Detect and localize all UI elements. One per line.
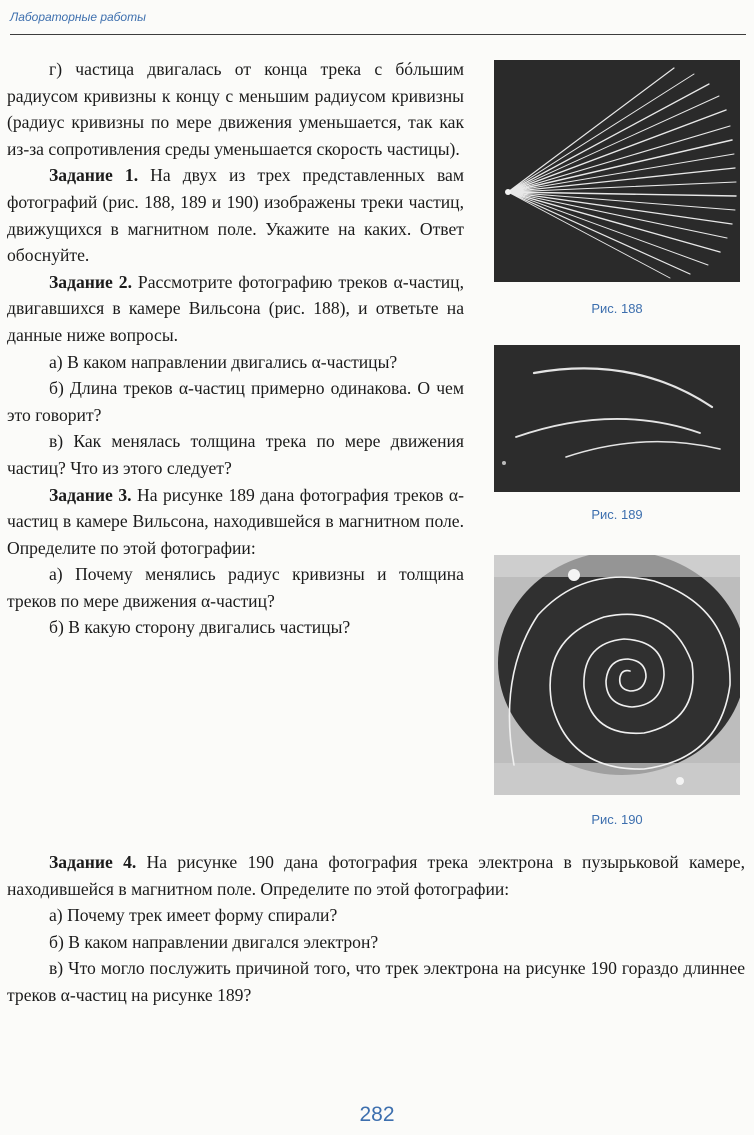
figure-188-photo xyxy=(494,60,740,282)
task-2-label: Задание 2. xyxy=(49,271,132,292)
task-4-text: На рисунке 190 дана фотография трека электрона в пузырьковой камере, находившейся в магнитном поле. Определите по этой фотографии: xyxy=(7,852,745,899)
task-3-text: На рисунке 189 дана фотография треков α-частиц в камере Вильсона, находившейся в магнитном поле. Определите по этой фотографии: xyxy=(7,484,464,558)
task-4-question-b: б) В каком направлении двигался электрон? xyxy=(49,931,379,952)
task-2-question-c: в) Как менялась толщина трека по мере движения частиц? Что из этого следует? xyxy=(7,431,464,478)
main-text-column xyxy=(7,56,464,641)
task-4 xyxy=(7,849,745,902)
task-1 xyxy=(7,162,464,268)
task-2 xyxy=(7,269,464,349)
alpha-tracks-fan xyxy=(494,60,740,282)
task-2-text: Рассмотрите фотографию треков α-частиц, двигавшихся в камере Вильсона (рис. 188), и ответьте на данные ниже вопросы. xyxy=(7,271,464,345)
task-3-label: Задание 3. xyxy=(49,484,132,505)
task-3-question-b: б) В какую сторону двигались частицы? xyxy=(49,617,351,638)
task-1-text: На двух из трех представленных вам фотографий (рис. 188, 189 и 190) изображены треки частиц, движущихся в магнитном поле. Укажите на каких. Ответ обоснуйте. xyxy=(7,165,464,266)
paragraph-g: г) частица двигалась от конца трека с бóльшим радиусом кривизны к концу с меньшим радиусом кривизны (радиус кривизны по мере движения уменьшается, так как из-за сопротивления среды уменьшается скорость частицы). xyxy=(7,59,464,159)
task-1-label: Задание 1. xyxy=(49,165,139,186)
header-rule xyxy=(10,34,746,35)
electron-spiral-track xyxy=(494,555,740,795)
task-3-question-a: а) Почему менялись радиус кривизны и толщина треков по мере движения α-частиц? xyxy=(7,564,464,611)
figure-190-caption: Рис. 190 xyxy=(591,812,643,827)
figure-189-caption: Рис. 189 xyxy=(591,507,643,522)
figure-190-photo xyxy=(494,555,740,795)
task-2-question-a: а) В каком направлении двигались α-частицы? xyxy=(49,351,398,372)
running-header: Лабораторные работы xyxy=(10,10,146,24)
figure-189-photo xyxy=(494,345,740,492)
task-3 xyxy=(7,482,464,562)
task-2-question-b: б) Длина треков α-частиц примерно одинакова. О чем это говорит? xyxy=(7,378,464,425)
figure-188-caption: Рис. 188 xyxy=(591,301,643,316)
task-4-label: Задание 4. xyxy=(49,852,137,872)
page-number: 282 xyxy=(359,1103,395,1126)
curved-alpha-tracks xyxy=(494,345,740,492)
full-width-text xyxy=(7,849,745,1009)
task-4-question-c: в) Что могло послужить причиной того, что трек электрона на рисунке 190 гораздо длиннее треков α-частиц на рисунке 189? xyxy=(7,958,745,1005)
task-4-question-a: а) Почему трек имеет форму спирали? xyxy=(49,905,338,926)
